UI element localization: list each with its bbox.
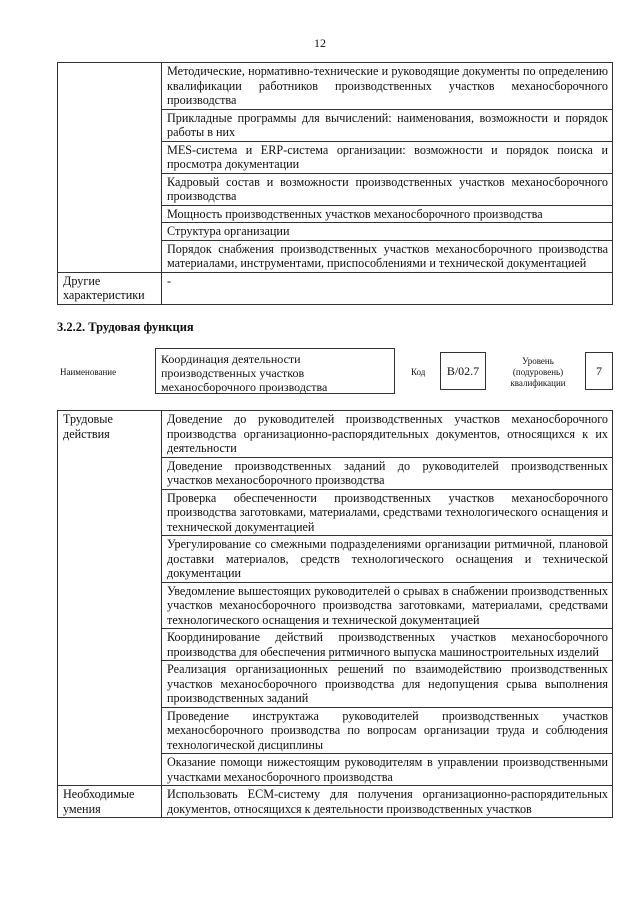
table-row [58, 411, 613, 458]
row-label [58, 582, 162, 629]
table-row [58, 629, 613, 661]
table-row [58, 223, 613, 241]
table-row [58, 141, 613, 173]
table-row [58, 457, 613, 489]
section-title: 3.2.2. Трудовая функция [57, 320, 194, 334]
code-label: Код [411, 367, 426, 377]
row-text: Кадровый состав и возможности производственных участков механосборочного производства [162, 173, 613, 205]
table-row [58, 754, 613, 786]
row-label [58, 240, 162, 272]
knowledge-table [57, 62, 613, 305]
row-label [58, 173, 162, 205]
table-row [58, 272, 613, 304]
table-row [58, 707, 613, 754]
row-label [58, 754, 162, 786]
row-label [58, 141, 162, 173]
row-text: Урегулирование со смежными подразделениями организации ритмичной, плановой доставки материалов, средств технологического оснащения и технической документации [162, 536, 613, 583]
level-box: 7 [585, 352, 613, 390]
table-row [58, 240, 613, 272]
page-number: 12 [314, 36, 326, 50]
row-text: Доведение до руководителей производственных участков механосборочного производства организационно-распорядительных документов, относящихся к их деятельности [162, 411, 613, 458]
row-text: Прикладные программы для вычислений: наименования, возможности и порядок работы в них [162, 109, 613, 141]
row-label [58, 629, 162, 661]
row-text: Уведомление вышестоящих руководителей о срывах в снабжении производственных участков механосборочного производства заготовками, материалами, средствами технологического оснащения и технической документацией [162, 582, 613, 629]
table-row [58, 63, 613, 110]
table-row [58, 582, 613, 629]
row-text: Использовать ECM-систему для получения организационно-распорядительных документов, относящихся к деятельности производственных участков [162, 786, 613, 818]
row-label [58, 661, 162, 708]
row-label [58, 63, 162, 110]
row-label [58, 536, 162, 583]
row-text: Проверка обеспеченности производственных участков механосборочного производства заготовками, материалами, средствами технологического оснащения и технической документацией [162, 489, 613, 536]
table-row [58, 661, 613, 708]
table-row [58, 536, 613, 583]
level-label: Уровень (подуровень) квалификации [510, 356, 566, 388]
row-text: Доведение производственных заданий до руководителей производственных участков механосборочного производства [162, 457, 613, 489]
labor-actions-table [57, 410, 613, 818]
function-name-box: Координация деятельности производственных участков механосборочного производства [155, 348, 395, 394]
row-text: Реализация организационных решений по взаимодействию производственных участков механосборочного производства для недопущения срыва выполнения производственных заданий [162, 661, 613, 708]
row-label [58, 489, 162, 536]
row-text: Проведение инструктажа руководителей производственных участков механосборочного производства по вопросам организации труда и соблюдения технологической дисциплины [162, 707, 613, 754]
row-text: Оказание помощи нижестоящим руководителям в управлении производственными участками механосборочного производства [162, 754, 613, 786]
row-text: Структура организации [162, 223, 613, 241]
row-label [58, 223, 162, 241]
table-row [58, 109, 613, 141]
code-box: B/02.7 [440, 352, 486, 390]
row-text: MES-система и ERP-система организации: возможности и порядок поиска и просмотра документации [162, 141, 613, 173]
row-label: Трудовые действия [58, 411, 162, 458]
table-row [58, 489, 613, 536]
row-label: Необходимые умения [58, 786, 162, 818]
row-label: Другие характеристики [58, 272, 162, 304]
row-text: Методические, нормативно-технические и руководящие документы по определению квалификации работников производственных участков механосборочного производства [162, 63, 613, 110]
name-label: Наименование [60, 367, 117, 377]
row-text: Порядок снабжения производственных участков механосборочного производства материалами, инструментами, приспособлениями и технической документацией [162, 240, 613, 272]
table-row [58, 205, 613, 223]
row-label [58, 457, 162, 489]
row-label [58, 205, 162, 223]
table-row [58, 786, 613, 818]
row-text: Координирование действий производственных участков механосборочного производства для обеспечения ритмичного выпуска машиностроительных изделий [162, 629, 613, 661]
table-row [58, 173, 613, 205]
row-label [58, 109, 162, 141]
row-text: - [162, 272, 613, 304]
row-text: Мощность производственных участков механосборочного производства [162, 205, 613, 223]
row-label [58, 707, 162, 754]
